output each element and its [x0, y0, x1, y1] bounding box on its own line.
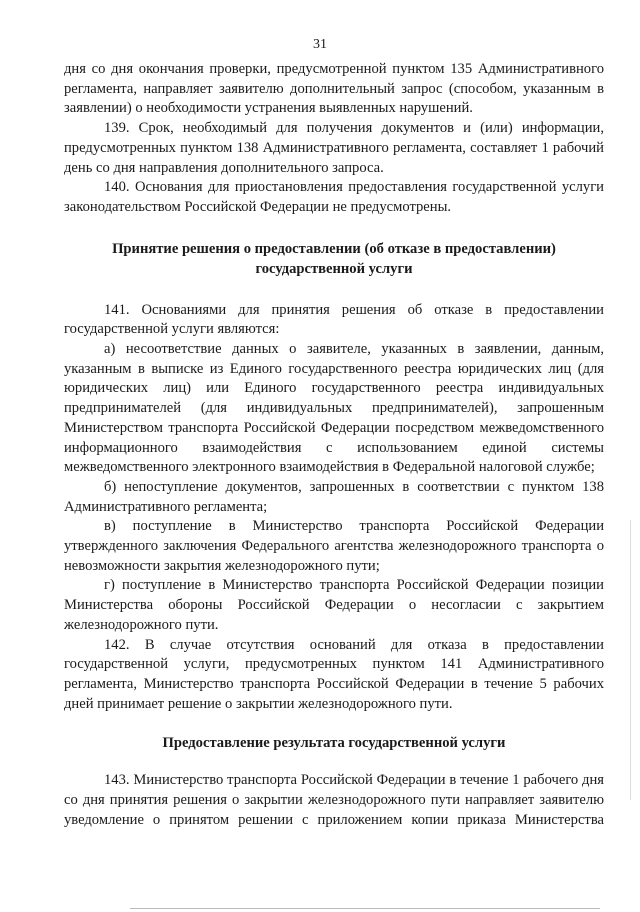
paragraph-141: 141. Основаниями для принятия решения об отказе в предоставлении государственной услуги являются:	[64, 301, 604, 338]
document-body	[64, 60, 604, 831]
paragraph-143: 143. Министерство транспорта Российской Федерации в течение 1 рабочего дня со дня принятия решения о закрытии железнодорожного пути направляет заявителю уведомление о принятом решении с приложением копии приказа Министерства	[64, 772, 604, 828]
paragraph-142: 142. В случае отсутствия оснований для отказа в предоставлении государственной услуги, предусмотренных пунктом 141 Административного регламента, Министерство транспорта Российской Федерации в течение 5 рабочих дней принимает решение о закрытии железнодорожного пути.	[64, 636, 604, 712]
paragraph-141-v: в) поступление в Министерство транспорта Российской Федерации утвержденного заключения Федерального агентства железнодорожного транспорта о невозможности закрытия железнодорожного пути;	[64, 518, 604, 574]
paragraph: дня со дня окончания проверки, предусмотренной пунктом 135 Административного регламента, направляет заявителю дополнительный запрос (способом, указанным в заявлении) о необходимости устранения выявленных нарушений.	[64, 61, 604, 117]
paragraph-141-a: а) несоответствие данных о заявителе, указанных в заявлении, данным, указанным в выписке из Единого государственного реестра юридических лиц (для юридических лиц) или Единого государственного реестра индивидуальных предпринимателей (для индивидуальных предпринимателей), запрошенным Министерством транспорта Российской Федерации посредством межведомственного информационного взаимодействия с использованием единой системы межведомственного электронного взаимодействия в Федеральной налоговой службе;	[64, 341, 604, 476]
section-heading-result: Предоставление результата государственной услуги	[162, 735, 506, 752]
section-heading-decision: Принятие решения о предоставлении (об отказе в предоставлении) государственной услуги	[112, 240, 556, 277]
paragraph-140: 140. Основания для приостановления предоставления государственной услуги законодательством Российской Федерации не предусмотрены.	[64, 179, 604, 215]
scan-bottom-edge	[130, 908, 600, 909]
scan-margin-line	[630, 520, 631, 800]
paragraph-139: 139. Срок, необходимый для получения документов и (или) информации, предусмотренных пунктом 138 Административного регламента, составляет 1 рабочий день со дня направления дополнительного запроса.	[64, 120, 604, 176]
page-number: 31	[313, 37, 327, 52]
paragraph-141-b: б) непоступление документов, запрошенных в соответствии с пунктом 138 Административного регламента;	[64, 478, 604, 515]
paragraph-141-g: г) поступление в Министерство транспорта Российской Федерации позиции Министерства обороны Российской Федерации о несогласии с закрытием железнодорожного пути.	[64, 577, 604, 633]
